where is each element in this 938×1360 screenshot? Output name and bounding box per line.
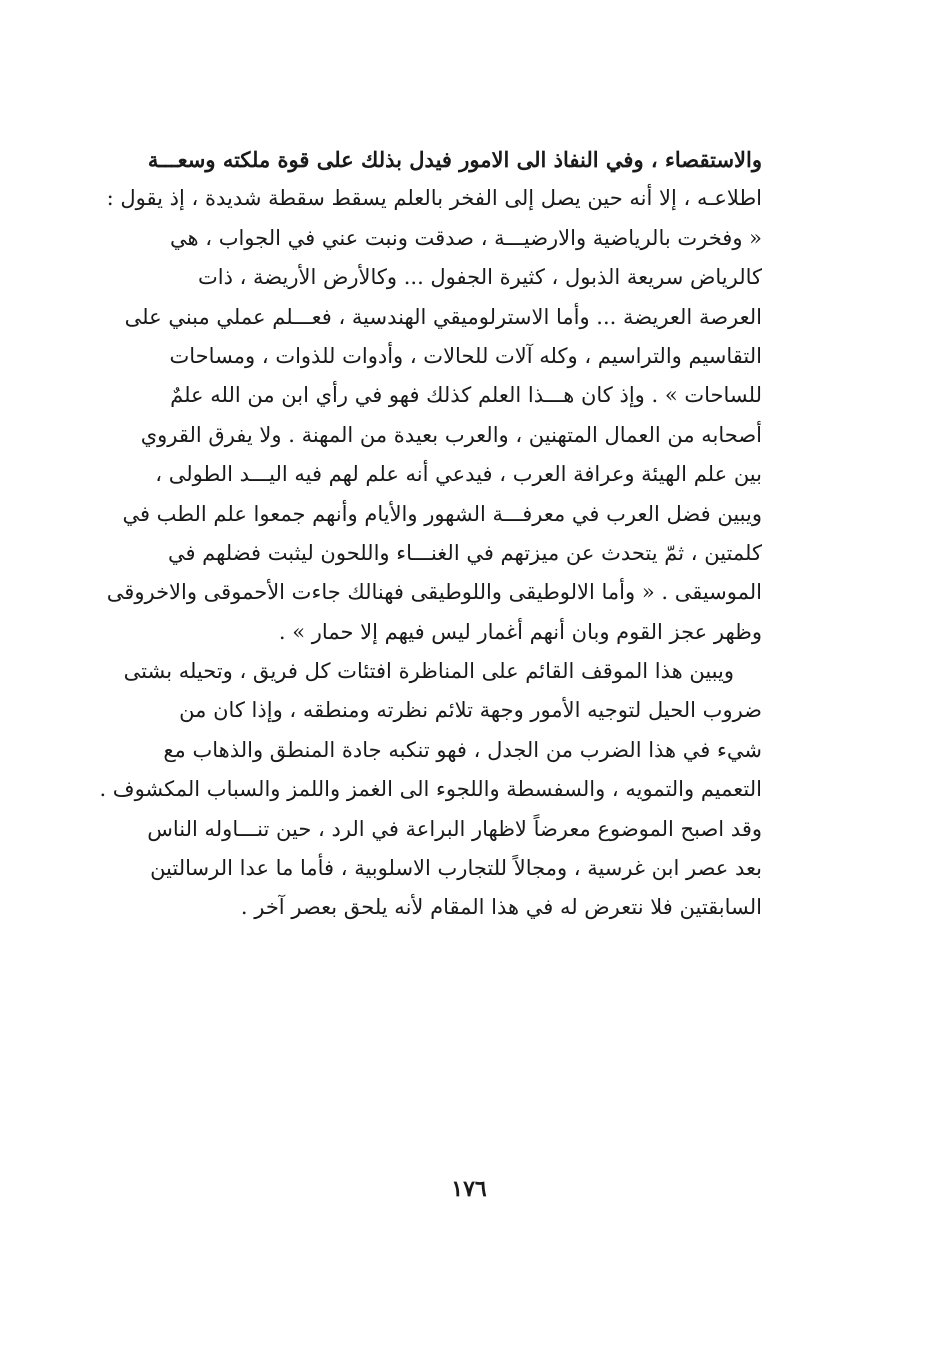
text-line-19: بعد عصر ابن غرسية ، ومجالاً للتجارب الاسلوبية ، فأما ما عدا الرسالتين — [150, 856, 762, 881]
text-line-2: اطلاعـه ، إلا أنه حين يصل إلى الفخر بالعلم يسقط سقطة شديدة ، إذ يقول : — [106, 186, 762, 211]
body-text — [92, 140, 762, 928]
text-line-13: وظهر عجز القوم وبان أنهم أغمار ليس فيهم إلا حمار » . — [278, 619, 762, 644]
text-line-11: كلمتين ، ثمّ يتحدث عن ميزتهم في الغنـــاء واللحون ليثبت فضلهم في — [167, 540, 762, 565]
text-line-1: والاستقصاء ، وفي النفاذ الى الامور فيدل بذلك على قوة ملكته وسعـــة — [147, 147, 762, 172]
text-line-15: ضروب الحيل لتوجيه الأمور وجهة تلائم نظرته ومنطقه ، وإذا كان من — [179, 698, 762, 723]
text-line-14: ويبين هذا الموقف القائم على المناظرة افتئات كل فريق ، وتحيله بشتى — [123, 659, 734, 684]
text-line-17: التعميم والتمويه ، والسفسطة واللجوء الى الغمز واللمز والسباب المكشوف . — [99, 777, 762, 802]
text-line-20: السابقتين فلا نتعرض له في هذا المقام لأنه يلحق بعصر آخر . — [240, 895, 762, 920]
text-line-7: للساحات » . وإذ كان هـــذا العلم كذلك فهو في رأي ابن من الله علمٌ — [170, 383, 762, 408]
text-line-4: كالرياض سريعة الذبول ، كثيرة الجفول ... وكالأرض الأريضة ، ذات — [197, 265, 762, 290]
text-line-6: التقاسيم والتراسيم ، وكله آلات للحالات ، وأدوات للذوات ، ومساحات — [169, 343, 762, 368]
text-line-9: بين علم الهيئة وعرافة العرب ، فيدعي أنه علم لهم فيه اليـــد الطولى ، — [155, 462, 762, 487]
text-line-3: « وفخرت بالرياضية والارضيـــة ، صدقت ونبت عني في الجواب ، هي — [170, 225, 762, 250]
page-number: ١٧٦ — [451, 1176, 487, 1202]
text-line-10: ويبين فضل العرب في معرفـــة الشهور والأيام وأنهم جمعوا علم الطب في — [122, 501, 762, 526]
text-line-8: أصحابه من العمال المتهنين ، والعرب بعيدة من المهنة . ولا يفرق القروي — [140, 422, 762, 447]
text-line-18: وقد اصبح الموضوع معرضاً لاظهار البراعة في الرد ، حين تنـــاوله الناس — [147, 816, 762, 841]
text-line-16: شيء في هذا الضرب من الجدل ، فهو تنكبه جادة المنطق والذهاب مع — [163, 737, 762, 762]
text-line-5: العرصة العريضة ... وأما الاسترلوميقي الهندسية ، فعـــلم عملي مبني على — [124, 304, 762, 329]
text-line-12: الموسيقى . « وأما الالوطيقى واللوطيقى فهنالك جاءت الأحموقى والاخروقى — [106, 580, 762, 605]
